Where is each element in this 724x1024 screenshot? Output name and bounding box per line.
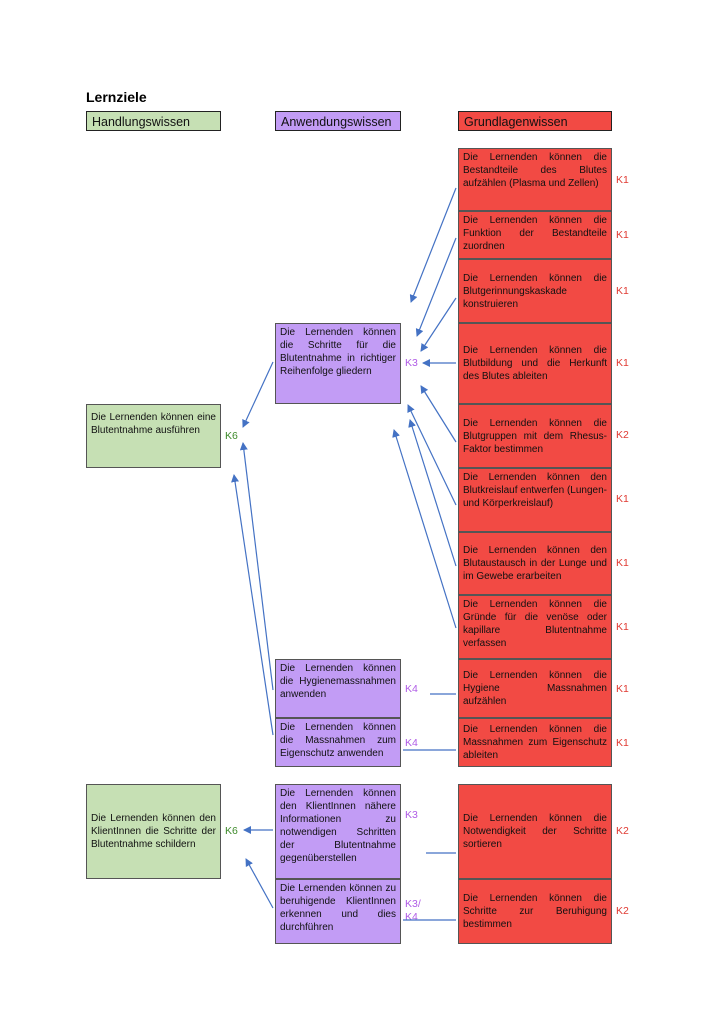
anwendung-text-4: Die Lernenden können den KlientInnen nähere Informationen zu notwendigen Schritten der Blutentnahme gegenüberstellen xyxy=(280,788,396,864)
grundlagen-text-11: Die Lernenden können die Notwendigkeit der Schritte sortieren xyxy=(463,813,607,850)
grundlagen-text-9: Die Lernenden können die Hygiene Massnahmen aufzählen xyxy=(463,670,607,707)
grundlagen-k-10: K1 xyxy=(616,737,629,749)
handlung-text-2: Die Lernenden können den KlientInnen die Schritte der Blutentnahme schildern xyxy=(91,813,216,850)
arrow-g3-to-a1 xyxy=(421,298,456,351)
arrow-g2-to-a1 xyxy=(417,238,456,336)
grundlagen-k-7: K1 xyxy=(616,557,629,569)
arrow-a1-to-h1 xyxy=(243,362,273,427)
page-title: Lernziele xyxy=(86,89,147,105)
header-handlungswissen: Handlungswissen xyxy=(86,111,221,131)
arrow-a3-to-h1 xyxy=(234,475,273,735)
grundlagen-text-6: Die Lernenden können den Blutkreislauf entwerfen (Lungen- und Körperkreislauf) xyxy=(463,472,607,509)
anwendung-text-1: Die Lernenden können die Schritte für die Blutentnahme in richtiger Reihenfolge gliedern xyxy=(280,327,396,377)
arrow-a5-to-h2 xyxy=(246,859,273,908)
handlung-k-2: K6 xyxy=(225,825,238,837)
anwendung-k-4: K3 xyxy=(405,809,418,821)
grundlagen-k-9: K1 xyxy=(616,683,629,695)
grundlagen-k-1: K1 xyxy=(616,174,629,186)
grundlagen-text-10: Die Lernenden können die Massnahmen zum Eigenschutz ableiten xyxy=(463,724,607,761)
anwendung-k-1: K3 xyxy=(405,357,418,369)
arrow-g8-to-a1 xyxy=(394,430,456,628)
grundlagen-k-4: K1 xyxy=(616,357,629,369)
grundlagen-k-11: K2 xyxy=(616,825,629,837)
grundlagen-text-1: Die Lernenden können die Bestandteile des Blutes aufzählen (Plasma und Zellen) xyxy=(463,152,607,189)
grundlagen-k-8: K1 xyxy=(616,621,629,633)
anwendung-text-2: Die Lernenden können die Hygienemassnahmen anwenden xyxy=(280,663,396,700)
arrow-g1-to-a1 xyxy=(411,188,456,302)
grundlagen-k-12: K2 xyxy=(616,905,629,917)
anwendung-k-2: K4 xyxy=(405,683,418,695)
anwendung-text-5: Die Lernenden können zu beruhigende KlientInnen erkennen und dies durchführen xyxy=(280,883,396,933)
grundlagen-text-7: Die Lernenden können den Blutaustausch in der Lunge und im Gewebe erarbeiten xyxy=(463,545,607,582)
grundlagen-k-6: K1 xyxy=(616,493,629,505)
grundlagen-text-3: Die Lernenden können die Blutgerinnungskaskade konstruieren xyxy=(463,272,607,310)
grundlagen-text-5: Die Lernenden können die Blutgruppen mit dem Rhesus-Faktor bestimmen xyxy=(463,417,607,455)
grundlagen-text-2: Die Lernenden können die Funktion der Bestandteile zuordnen xyxy=(463,215,607,252)
anwendung-k-3: K4 xyxy=(405,737,418,749)
handlung-k-1: K6 xyxy=(225,430,238,442)
grundlagen-text-4: Die Lernenden können die Blutbildung und die Herkunft des Blutes ableiten xyxy=(463,345,607,382)
header-anwendungswissen: Anwendungswissen xyxy=(275,111,401,131)
grundlagen-k-5: K2 xyxy=(616,429,629,441)
grundlagen-k-3: K1 xyxy=(616,285,629,297)
grundlagen-k-2: K1 xyxy=(616,229,629,241)
arrow-g7-to-a1 xyxy=(410,420,456,566)
anwendung-k-5: K3/ K4 xyxy=(405,898,421,923)
grundlagen-text-8: Die Lernenden können die Gründe für die venöse oder kapillare Blutentnahme verfassen xyxy=(463,599,607,649)
grundlagen-text-12: Die Lernenden können die Schritte zur Beruhigung bestimmen xyxy=(463,893,607,930)
handlung-text-1: Die Lernenden können eine Blutentnahme ausführen xyxy=(91,412,216,436)
arrow-g5-to-a1 xyxy=(421,386,456,442)
header-grundlagenwissen: Grundlagenwissen xyxy=(458,111,612,131)
anwendung-text-3: Die Lernenden können die Massnahmen zum Eigenschutz anwenden xyxy=(280,722,396,759)
